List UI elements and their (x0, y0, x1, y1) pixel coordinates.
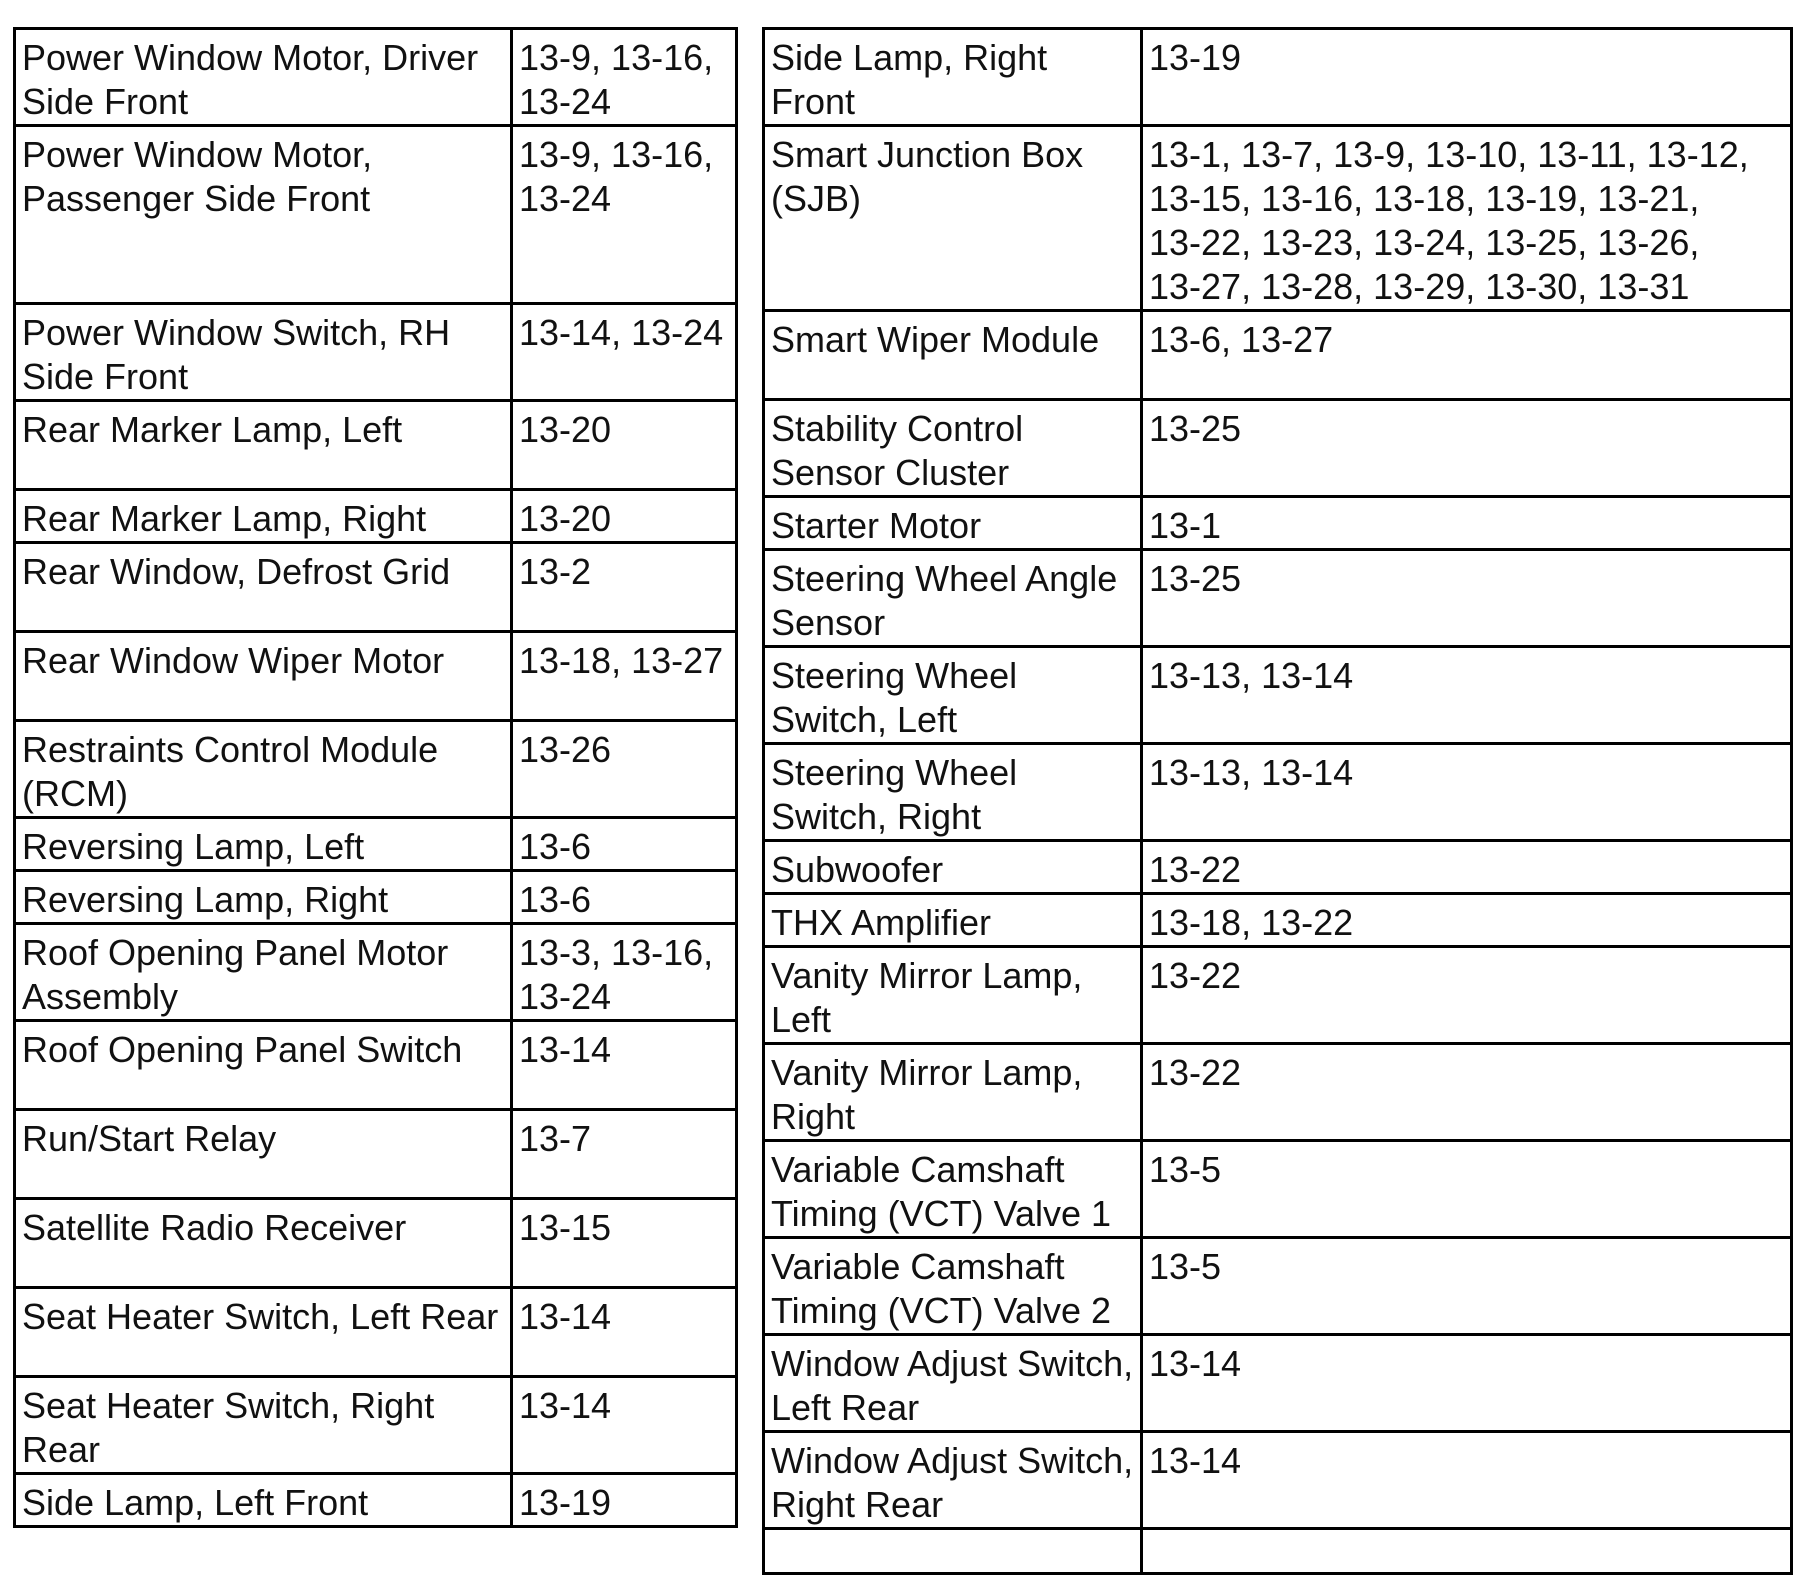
table-row (764, 744, 1792, 841)
table-row (764, 1335, 1792, 1432)
table-row (15, 1199, 737, 1288)
table-row (764, 550, 1792, 647)
table-row (15, 126, 737, 304)
table-row (764, 947, 1792, 1044)
table-row (15, 1377, 737, 1474)
page-reference-cell: 13-7 (512, 1110, 737, 1199)
page-reference-cell: 13-14 (512, 1288, 737, 1377)
page-reference-cell: 13-20 (512, 490, 737, 543)
table-row (764, 126, 1792, 311)
page-reference-cell: 13-25 (1142, 400, 1792, 497)
table-row (15, 490, 737, 543)
component-name-cell: Reversing Lamp, Right (15, 871, 512, 924)
table-row (15, 543, 737, 632)
page-reference-cell: 13-20 (512, 401, 737, 490)
page-reference-cell: 13-5 (1142, 1238, 1792, 1335)
page-reference-cell: 13-5 (1142, 1141, 1792, 1238)
page-reference-cell: 13-3, 13-16, 13-24 (512, 924, 737, 1021)
page-reference-cell: 13-25 (1142, 550, 1792, 647)
page-reference-cell: 13-14 (512, 1021, 737, 1110)
component-name-cell: Steering Wheel Switch, Left (764, 647, 1142, 744)
page-reference-cell: 13-18, 13-22 (1142, 894, 1792, 947)
component-name-cell: Reversing Lamp, Left (15, 818, 512, 871)
right-table-body (764, 29, 1792, 1574)
page-reference-cell: 13-9, 13-16, 13-24 (512, 29, 737, 126)
component-name-cell: Rear Window, Defrost Grid (15, 543, 512, 632)
component-name-cell: Satellite Radio Receiver (15, 1199, 512, 1288)
page-reference-cell: 13-6, 13-27 (1142, 311, 1792, 400)
page-reference-cell (1142, 1529, 1792, 1574)
component-name-cell: Subwoofer (764, 841, 1142, 894)
table-row (764, 1529, 1792, 1574)
page-reference-cell: 13-14 (1142, 1432, 1792, 1529)
page-reference-cell: 13-6 (512, 818, 737, 871)
table-row (764, 1432, 1792, 1529)
component-name-cell: Variable Camshaft Timing (VCT) Valve 1 (764, 1141, 1142, 1238)
table-row (15, 401, 737, 490)
table-row (764, 497, 1792, 550)
page-reference-cell: 13-22 (1142, 947, 1792, 1044)
page-reference-cell: 13-14 (512, 1377, 737, 1474)
component-name-cell: THX Amplifier (764, 894, 1142, 947)
component-name-cell: Window Adjust Switch, Right Rear (764, 1432, 1142, 1529)
page-reference-cell: 13-15 (512, 1199, 737, 1288)
component-index-table-left (13, 27, 738, 1528)
table-row (15, 632, 737, 721)
component-name-cell (764, 1529, 1142, 1574)
page-reference-cell: 13-6 (512, 871, 737, 924)
component-name-cell: Stability Control Sensor Cluster (764, 400, 1142, 497)
table-row (764, 1044, 1792, 1141)
table-row (15, 1021, 737, 1110)
component-index-table-right (762, 27, 1793, 1575)
page-reference-cell: 13-1, 13-7, 13-9, 13-10, 13-11, 13-12, 13-15, 13-16, 13-18, 13-19, 13-21, 13-22, 13-23, 13-24, 13-25, 13-26, 13-27, 13-28, 13-29, 13-30, 13-31 (1142, 126, 1792, 311)
table-row (15, 304, 737, 401)
page-reference-cell: 13-18, 13-27 (512, 632, 737, 721)
table-row (15, 871, 737, 924)
page-reference-cell: 13-14 (1142, 1335, 1792, 1432)
table-row (764, 1238, 1792, 1335)
component-name-cell: Rear Marker Lamp, Right (15, 490, 512, 543)
component-name-cell: Smart Junction Box (SJB) (764, 126, 1142, 311)
component-name-cell: Smart Wiper Module (764, 311, 1142, 400)
page-reference-cell: 13-19 (1142, 29, 1792, 126)
component-name-cell: Restraints Control Module (RCM) (15, 721, 512, 818)
component-name-cell: Starter Motor (764, 497, 1142, 550)
table-row (15, 818, 737, 871)
table-row (764, 894, 1792, 947)
table-row (764, 841, 1792, 894)
left-table-body (15, 29, 737, 1527)
table-row (764, 647, 1792, 744)
page-reference-cell: 13-13, 13-14 (1142, 647, 1792, 744)
component-name-cell: Rear Marker Lamp, Left (15, 401, 512, 490)
page-reference-cell: 13-22 (1142, 841, 1792, 894)
page-reference-cell: 13-19 (512, 1474, 737, 1527)
page-reference-cell: 13-14, 13-24 (512, 304, 737, 401)
component-name-cell: Steering Wheel Switch, Right (764, 744, 1142, 841)
component-name-cell: Power Window Motor, Passenger Side Front (15, 126, 512, 304)
table-row (15, 1474, 737, 1527)
component-name-cell: Rear Window Wiper Motor (15, 632, 512, 721)
component-name-cell: Vanity Mirror Lamp, Right (764, 1044, 1142, 1141)
component-name-cell: Run/Start Relay (15, 1110, 512, 1199)
page-reference-cell: 13-9, 13-16, 13-24 (512, 126, 737, 304)
component-name-cell: Power Window Motor, Driver Side Front (15, 29, 512, 126)
component-name-cell: Seat Heater Switch, Left Rear (15, 1288, 512, 1377)
table-row (764, 1141, 1792, 1238)
page-reference-cell: 13-22 (1142, 1044, 1792, 1141)
component-name-cell: Side Lamp, Left Front (15, 1474, 512, 1527)
component-name-cell: Seat Heater Switch, Right Rear (15, 1377, 512, 1474)
component-name-cell: Vanity Mirror Lamp, Left (764, 947, 1142, 1044)
component-name-cell: Roof Opening Panel Switch (15, 1021, 512, 1110)
component-index-sheet (13, 27, 1793, 1575)
component-name-cell: Window Adjust Switch, Left Rear (764, 1335, 1142, 1432)
component-name-cell: Variable Camshaft Timing (VCT) Valve 2 (764, 1238, 1142, 1335)
table-row (15, 1110, 737, 1199)
component-name-cell: Steering Wheel Angle Sensor (764, 550, 1142, 647)
page-reference-cell: 13-26 (512, 721, 737, 818)
table-row (15, 721, 737, 818)
table-row (764, 311, 1792, 400)
component-name-cell: Side Lamp, Right Front (764, 29, 1142, 126)
component-name-cell: Roof Opening Panel Motor Assembly (15, 924, 512, 1021)
page-reference-cell: 13-2 (512, 543, 737, 632)
table-row (15, 924, 737, 1021)
table-row (764, 29, 1792, 126)
component-name-cell: Power Window Switch, RH Side Front (15, 304, 512, 401)
page-reference-cell: 13-13, 13-14 (1142, 744, 1792, 841)
table-row (764, 400, 1792, 497)
page-reference-cell: 13-1 (1142, 497, 1792, 550)
table-row (15, 29, 737, 126)
table-row (15, 1288, 737, 1377)
